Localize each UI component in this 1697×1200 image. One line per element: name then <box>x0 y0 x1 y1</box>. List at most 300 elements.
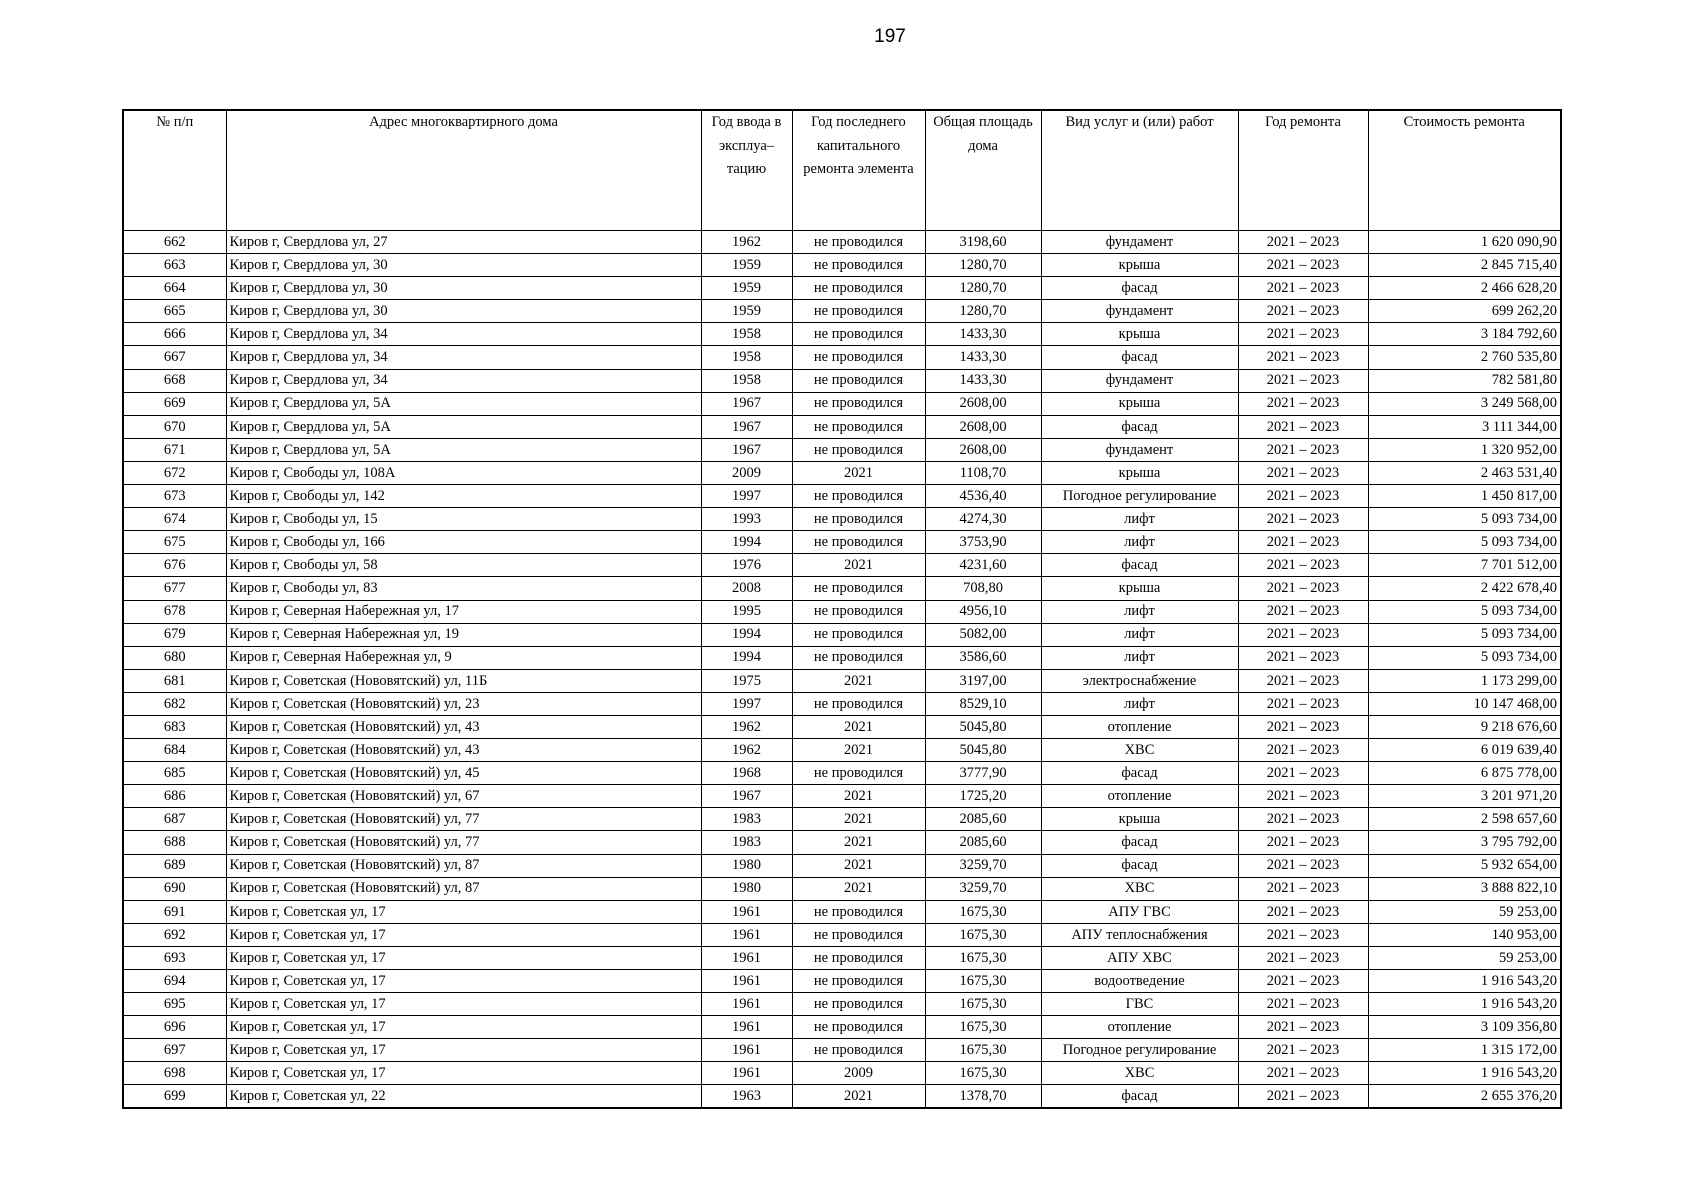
col-commission-year: Год ввода в эксплуа–тацию <box>701 110 792 231</box>
cell-number: 676 <box>123 554 226 577</box>
table-row <box>123 970 1561 993</box>
cell-work-type: фасад <box>1041 831 1238 854</box>
table-row <box>123 231 1561 254</box>
table-row <box>123 923 1561 946</box>
cell-repair-cost: 1 450 817,00 <box>1368 485 1561 508</box>
cell-work-type: Погодное регулирование <box>1041 485 1238 508</box>
cell-repair-cost: 1 916 543,20 <box>1368 970 1561 993</box>
cell-number: 669 <box>123 392 226 415</box>
cell-number: 680 <box>123 646 226 669</box>
cell-last-repair-year: не проводился <box>792 323 925 346</box>
cell-total-area: 4231,60 <box>925 554 1041 577</box>
cell-number: 674 <box>123 508 226 531</box>
cell-number: 668 <box>123 369 226 392</box>
cell-repair-cost: 3 888 822,10 <box>1368 877 1561 900</box>
cell-repair-cost: 5 093 734,00 <box>1368 508 1561 531</box>
cell-last-repair-year: 2021 <box>792 808 925 831</box>
cell-total-area: 5082,00 <box>925 623 1041 646</box>
cell-address: Киров г, Свободы ул, 108А <box>226 461 701 484</box>
cell-total-area: 1675,30 <box>925 946 1041 969</box>
col-repair-cost: Стоимость ремонта <box>1368 110 1561 231</box>
cell-work-type: фасад <box>1041 854 1238 877</box>
cell-repair-cost: 5 932 654,00 <box>1368 854 1561 877</box>
table-row <box>123 854 1561 877</box>
cell-total-area: 1725,20 <box>925 785 1041 808</box>
cell-commission-year: 1967 <box>701 392 792 415</box>
cell-address: Киров г, Свободы ул, 83 <box>226 577 701 600</box>
cell-commission-year: 1962 <box>701 739 792 762</box>
cell-repair-year: 2021 – 2023 <box>1238 1062 1368 1085</box>
cell-repair-cost: 10 147 468,00 <box>1368 692 1561 715</box>
table-row <box>123 993 1561 1016</box>
cell-last-repair-year: не проводился <box>792 577 925 600</box>
cell-repair-year: 2021 – 2023 <box>1238 993 1368 1016</box>
cell-number: 689 <box>123 854 226 877</box>
cell-repair-cost: 7 701 512,00 <box>1368 554 1561 577</box>
cell-total-area: 1675,30 <box>925 970 1041 993</box>
cell-repair-cost: 2 422 678,40 <box>1368 577 1561 600</box>
cell-last-repair-year: не проводился <box>792 692 925 715</box>
cell-work-type: крыша <box>1041 461 1238 484</box>
cell-repair-year: 2021 – 2023 <box>1238 577 1368 600</box>
cell-last-repair-year: 2021 <box>792 715 925 738</box>
cell-last-repair-year: не проводился <box>792 531 925 554</box>
cell-repair-year: 2021 – 2023 <box>1238 831 1368 854</box>
cell-address: Киров г, Советская (Нововятский) ул, 23 <box>226 692 701 715</box>
cell-number: 670 <box>123 415 226 438</box>
col-total-area: Общая площадь дома <box>925 110 1041 231</box>
cell-commission-year: 1983 <box>701 808 792 831</box>
cell-repair-cost: 699 262,20 <box>1368 300 1561 323</box>
cell-number: 678 <box>123 600 226 623</box>
cell-number: 686 <box>123 785 226 808</box>
table-row <box>123 946 1561 969</box>
table-row <box>123 1085 1561 1108</box>
table-row <box>123 254 1561 277</box>
cell-work-type: ХВС <box>1041 739 1238 762</box>
cell-commission-year: 1997 <box>701 692 792 715</box>
cell-commission-year: 1994 <box>701 623 792 646</box>
cell-total-area: 1433,30 <box>925 323 1041 346</box>
cell-total-area: 2608,00 <box>925 392 1041 415</box>
cell-commission-year: 1961 <box>701 1062 792 1085</box>
cell-repair-cost: 1 320 952,00 <box>1368 438 1561 461</box>
cell-repair-year: 2021 – 2023 <box>1238 785 1368 808</box>
cell-work-type: лифт <box>1041 623 1238 646</box>
cell-work-type: водоотведение <box>1041 970 1238 993</box>
cell-number: 693 <box>123 946 226 969</box>
cell-repair-cost: 140 953,00 <box>1368 923 1561 946</box>
cell-last-repair-year: 2021 <box>792 877 925 900</box>
cell-last-repair-year: не проводился <box>792 415 925 438</box>
cell-number: 685 <box>123 762 226 785</box>
cell-repair-year: 2021 – 2023 <box>1238 277 1368 300</box>
cell-address: Киров г, Свердлова ул, 27 <box>226 231 701 254</box>
cell-repair-year: 2021 – 2023 <box>1238 323 1368 346</box>
cell-repair-year: 2021 – 2023 <box>1238 508 1368 531</box>
cell-commission-year: 1994 <box>701 646 792 669</box>
cell-address: Киров г, Советская ул, 17 <box>226 1062 701 1085</box>
cell-total-area: 3198,60 <box>925 231 1041 254</box>
cell-work-type: АПУ ХВС <box>1041 946 1238 969</box>
cell-last-repair-year: не проводился <box>792 508 925 531</box>
page-number: 197 <box>874 26 906 47</box>
cell-work-type: фундамент <box>1041 231 1238 254</box>
cell-repair-year: 2021 – 2023 <box>1238 369 1368 392</box>
table-row <box>123 715 1561 738</box>
cell-commission-year: 1962 <box>701 715 792 738</box>
cell-commission-year: 1961 <box>701 993 792 1016</box>
cell-repair-cost: 2 463 531,40 <box>1368 461 1561 484</box>
cell-repair-year: 2021 – 2023 <box>1238 946 1368 969</box>
cell-total-area: 2085,60 <box>925 831 1041 854</box>
cell-total-area: 3777,90 <box>925 762 1041 785</box>
cell-address: Киров г, Советская ул, 17 <box>226 1016 701 1039</box>
cell-last-repair-year: 2021 <box>792 854 925 877</box>
cell-repair-year: 2021 – 2023 <box>1238 346 1368 369</box>
cell-last-repair-year: не проводился <box>792 1039 925 1062</box>
cell-repair-year: 2021 – 2023 <box>1238 739 1368 762</box>
cell-commission-year: 1961 <box>701 923 792 946</box>
cell-repair-year: 2021 – 2023 <box>1238 392 1368 415</box>
cell-number: 681 <box>123 669 226 692</box>
cell-commission-year: 1962 <box>701 231 792 254</box>
cell-number: 675 <box>123 531 226 554</box>
cell-repair-year: 2021 – 2023 <box>1238 808 1368 831</box>
cell-last-repair-year: 2021 <box>792 739 925 762</box>
cell-commission-year: 1959 <box>701 277 792 300</box>
cell-address: Киров г, Свободы ул, 142 <box>226 485 701 508</box>
cell-repair-cost: 5 093 734,00 <box>1368 623 1561 646</box>
cell-repair-cost: 1 315 172,00 <box>1368 1039 1561 1062</box>
cell-repair-year: 2021 – 2023 <box>1238 554 1368 577</box>
cell-repair-year: 2021 – 2023 <box>1238 900 1368 923</box>
cell-work-type: лифт <box>1041 692 1238 715</box>
cell-work-type: отопление <box>1041 1016 1238 1039</box>
table-row <box>123 900 1561 923</box>
cell-address: Киров г, Северная Набережная ул, 19 <box>226 623 701 646</box>
table-row <box>123 300 1561 323</box>
cell-work-type: электроснабжение <box>1041 669 1238 692</box>
cell-address: Киров г, Советская ул, 17 <box>226 993 701 1016</box>
cell-repair-cost: 3 201 971,20 <box>1368 785 1561 808</box>
cell-repair-year: 2021 – 2023 <box>1238 485 1368 508</box>
cell-commission-year: 1980 <box>701 877 792 900</box>
cell-total-area: 2608,00 <box>925 438 1041 461</box>
cell-work-type: крыша <box>1041 323 1238 346</box>
cell-repair-year: 2021 – 2023 <box>1238 623 1368 646</box>
table-row <box>123 831 1561 854</box>
cell-last-repair-year: не проводился <box>792 369 925 392</box>
cell-last-repair-year: не проводился <box>792 392 925 415</box>
cell-number: 663 <box>123 254 226 277</box>
cell-last-repair-year: не проводился <box>792 277 925 300</box>
cell-address: Киров г, Советская (Нововятский) ул, 43 <box>226 739 701 762</box>
table-row <box>123 369 1561 392</box>
repair-table <box>122 109 1562 1109</box>
cell-repair-cost: 5 093 734,00 <box>1368 600 1561 623</box>
cell-repair-cost: 1 620 090,90 <box>1368 231 1561 254</box>
cell-work-type: фундамент <box>1041 369 1238 392</box>
table-row <box>123 785 1561 808</box>
cell-repair-cost: 1 916 543,20 <box>1368 993 1561 1016</box>
cell-repair-year: 2021 – 2023 <box>1238 1039 1368 1062</box>
cell-total-area: 3259,70 <box>925 854 1041 877</box>
cell-total-area: 1280,70 <box>925 277 1041 300</box>
cell-repair-year: 2021 – 2023 <box>1238 438 1368 461</box>
cell-total-area: 5045,80 <box>925 739 1041 762</box>
cell-repair-year: 2021 – 2023 <box>1238 461 1368 484</box>
cell-number: 666 <box>123 323 226 346</box>
cell-number: 665 <box>123 300 226 323</box>
cell-last-repair-year: не проводился <box>792 254 925 277</box>
cell-number: 673 <box>123 485 226 508</box>
cell-last-repair-year: не проводился <box>792 1016 925 1039</box>
cell-address: Киров г, Свердлова ул, 30 <box>226 277 701 300</box>
cell-address: Киров г, Свердлова ул, 30 <box>226 254 701 277</box>
cell-repair-cost: 3 184 792,60 <box>1368 323 1561 346</box>
table-row <box>123 623 1561 646</box>
cell-commission-year: 1983 <box>701 831 792 854</box>
cell-total-area: 1675,30 <box>925 1016 1041 1039</box>
cell-total-area: 1675,30 <box>925 900 1041 923</box>
cell-commission-year: 1959 <box>701 254 792 277</box>
cell-address: Киров г, Свердлова ул, 34 <box>226 346 701 369</box>
cell-address: Киров г, Советская ул, 17 <box>226 900 701 923</box>
table-row <box>123 554 1561 577</box>
table-row <box>123 577 1561 600</box>
table-row <box>123 438 1561 461</box>
cell-repair-cost: 2 760 535,80 <box>1368 346 1561 369</box>
cell-last-repair-year: не проводился <box>792 600 925 623</box>
cell-commission-year: 1958 <box>701 323 792 346</box>
cell-address: Киров г, Советская ул, 17 <box>226 1039 701 1062</box>
cell-address: Киров г, Свободы ул, 166 <box>226 531 701 554</box>
table-row <box>123 600 1561 623</box>
cell-repair-cost: 5 093 734,00 <box>1368 531 1561 554</box>
cell-repair-cost: 2 466 628,20 <box>1368 277 1561 300</box>
cell-total-area: 4956,10 <box>925 600 1041 623</box>
cell-number: 682 <box>123 692 226 715</box>
cell-commission-year: 1994 <box>701 531 792 554</box>
cell-repair-year: 2021 – 2023 <box>1238 531 1368 554</box>
cell-work-type: ГВС <box>1041 993 1238 1016</box>
cell-last-repair-year: не проводился <box>792 993 925 1016</box>
cell-total-area: 708,80 <box>925 577 1041 600</box>
cell-repair-year: 2021 – 2023 <box>1238 877 1368 900</box>
cell-number: 671 <box>123 438 226 461</box>
cell-repair-year: 2021 – 2023 <box>1238 923 1368 946</box>
cell-address: Киров г, Советская (Нововятский) ул, 45 <box>226 762 701 785</box>
cell-address: Киров г, Советская (Нововятский) ул, 87 <box>226 854 701 877</box>
cell-commission-year: 1961 <box>701 1039 792 1062</box>
cell-number: 687 <box>123 808 226 831</box>
cell-last-repair-year: 2009 <box>792 1062 925 1085</box>
cell-number: 697 <box>123 1039 226 1062</box>
cell-address: Киров г, Советская ул, 17 <box>226 923 701 946</box>
cell-number: 684 <box>123 739 226 762</box>
table-row <box>123 508 1561 531</box>
cell-work-type: фасад <box>1041 415 1238 438</box>
cell-commission-year: 1995 <box>701 600 792 623</box>
cell-repair-year: 2021 – 2023 <box>1238 762 1368 785</box>
cell-work-type: крыша <box>1041 392 1238 415</box>
cell-address: Киров г, Северная Набережная ул, 17 <box>226 600 701 623</box>
col-address: Адрес многоквартирного дома <box>226 110 701 231</box>
cell-repair-year: 2021 – 2023 <box>1238 854 1368 877</box>
cell-address: Киров г, Советская (Нововятский) ул, 77 <box>226 831 701 854</box>
cell-address: Киров г, Советская (Нововятский) ул, 11Б <box>226 669 701 692</box>
cell-total-area: 1675,30 <box>925 993 1041 1016</box>
cell-number: 698 <box>123 1062 226 1085</box>
cell-last-repair-year: не проводился <box>792 485 925 508</box>
cell-address: Киров г, Советская (Нововятский) ул, 67 <box>226 785 701 808</box>
cell-commission-year: 1993 <box>701 508 792 531</box>
cell-repair-year: 2021 – 2023 <box>1238 715 1368 738</box>
cell-last-repair-year: не проводился <box>792 438 925 461</box>
cell-work-type: отопление <box>1041 715 1238 738</box>
cell-last-repair-year: не проводился <box>792 923 925 946</box>
cell-repair-cost: 59 253,00 <box>1368 946 1561 969</box>
cell-repair-cost: 9 218 676,60 <box>1368 715 1561 738</box>
table-row <box>123 739 1561 762</box>
cell-address: Киров г, Свободы ул, 15 <box>226 508 701 531</box>
table-row <box>123 485 1561 508</box>
cell-work-type: лифт <box>1041 646 1238 669</box>
cell-work-type: крыша <box>1041 808 1238 831</box>
cell-repair-cost: 2 845 715,40 <box>1368 254 1561 277</box>
cell-total-area: 1280,70 <box>925 254 1041 277</box>
cell-number: 692 <box>123 923 226 946</box>
cell-last-repair-year: 2021 <box>792 554 925 577</box>
cell-work-type: АПУ теплоснабжения <box>1041 923 1238 946</box>
cell-repair-year: 2021 – 2023 <box>1238 1085 1368 1108</box>
cell-work-type: отопление <box>1041 785 1238 808</box>
table-row <box>123 531 1561 554</box>
cell-last-repair-year: не проводился <box>792 946 925 969</box>
table-row <box>123 277 1561 300</box>
cell-repair-year: 2021 – 2023 <box>1238 600 1368 623</box>
table-row <box>123 323 1561 346</box>
cell-commission-year: 1958 <box>701 369 792 392</box>
cell-address: Киров г, Советская ул, 22 <box>226 1085 701 1108</box>
cell-commission-year: 1967 <box>701 438 792 461</box>
table-row <box>123 1016 1561 1039</box>
cell-address: Киров г, Советская (Нововятский) ул, 77 <box>226 808 701 831</box>
cell-number: 679 <box>123 623 226 646</box>
cell-address: Киров г, Свердлова ул, 5А <box>226 438 701 461</box>
cell-commission-year: 1961 <box>701 946 792 969</box>
cell-repair-year: 2021 – 2023 <box>1238 669 1368 692</box>
cell-address: Киров г, Северная Набережная ул, 9 <box>226 646 701 669</box>
cell-number: 691 <box>123 900 226 923</box>
cell-work-type: фундамент <box>1041 438 1238 461</box>
cell-address: Киров г, Советская (Нововятский) ул, 43 <box>226 715 701 738</box>
table-row <box>123 762 1561 785</box>
col-last-repair-year: Год последнего капитального ремонта элемента <box>792 110 925 231</box>
cell-total-area: 1433,30 <box>925 369 1041 392</box>
cell-commission-year: 1967 <box>701 785 792 808</box>
cell-commission-year: 1997 <box>701 485 792 508</box>
cell-repair-cost: 5 093 734,00 <box>1368 646 1561 669</box>
cell-total-area: 2608,00 <box>925 415 1041 438</box>
cell-repair-cost: 3 109 356,80 <box>1368 1016 1561 1039</box>
cell-last-repair-year: не проводился <box>792 231 925 254</box>
cell-last-repair-year: 2021 <box>792 669 925 692</box>
cell-repair-cost: 3 795 792,00 <box>1368 831 1561 854</box>
cell-repair-cost: 59 253,00 <box>1368 900 1561 923</box>
cell-number: 696 <box>123 1016 226 1039</box>
cell-total-area: 1378,70 <box>925 1085 1041 1108</box>
cell-work-type: Погодное регулирование <box>1041 1039 1238 1062</box>
cell-repair-year: 2021 – 2023 <box>1238 692 1368 715</box>
cell-last-repair-year: 2021 <box>792 461 925 484</box>
table-row <box>123 808 1561 831</box>
cell-work-type: фасад <box>1041 277 1238 300</box>
cell-work-type: фасад <box>1041 554 1238 577</box>
table-row <box>123 461 1561 484</box>
cell-repair-year: 2021 – 2023 <box>1238 1016 1368 1039</box>
cell-commission-year: 1961 <box>701 1016 792 1039</box>
cell-work-type: фундамент <box>1041 300 1238 323</box>
cell-work-type: фасад <box>1041 1085 1238 1108</box>
cell-commission-year: 1958 <box>701 346 792 369</box>
table-row <box>123 877 1561 900</box>
cell-last-repair-year: 2021 <box>792 1085 925 1108</box>
cell-last-repair-year: не проводился <box>792 623 925 646</box>
cell-work-type: крыша <box>1041 577 1238 600</box>
table-row <box>123 415 1561 438</box>
cell-work-type: лифт <box>1041 508 1238 531</box>
cell-number: 694 <box>123 970 226 993</box>
cell-address: Киров г, Советская ул, 17 <box>226 946 701 969</box>
cell-repair-year: 2021 – 2023 <box>1238 970 1368 993</box>
cell-repair-year: 2021 – 2023 <box>1238 300 1368 323</box>
table-row <box>123 392 1561 415</box>
cell-number: 662 <box>123 231 226 254</box>
cell-repair-year: 2021 – 2023 <box>1238 646 1368 669</box>
cell-work-type: фасад <box>1041 346 1238 369</box>
cell-work-type: лифт <box>1041 531 1238 554</box>
cell-commission-year: 1975 <box>701 669 792 692</box>
cell-repair-cost: 3 249 568,00 <box>1368 392 1561 415</box>
cell-work-type: крыша <box>1041 254 1238 277</box>
cell-commission-year: 2008 <box>701 577 792 600</box>
cell-total-area: 1675,30 <box>925 1062 1041 1085</box>
cell-total-area: 8529,10 <box>925 692 1041 715</box>
cell-repair-cost: 782 581,80 <box>1368 369 1561 392</box>
table-row <box>123 1039 1561 1062</box>
cell-repair-cost: 3 111 344,00 <box>1368 415 1561 438</box>
cell-number: 695 <box>123 993 226 1016</box>
cell-repair-year: 2021 – 2023 <box>1238 254 1368 277</box>
cell-work-type: АПУ ГВС <box>1041 900 1238 923</box>
cell-repair-cost: 1 916 543,20 <box>1368 1062 1561 1085</box>
cell-last-repair-year: не проводился <box>792 300 925 323</box>
cell-total-area: 3753,90 <box>925 531 1041 554</box>
cell-number: 683 <box>123 715 226 738</box>
cell-address: Киров г, Советская (Нововятский) ул, 87 <box>226 877 701 900</box>
cell-repair-cost: 2 598 657,60 <box>1368 808 1561 831</box>
cell-address: Киров г, Советская ул, 17 <box>226 970 701 993</box>
cell-last-repair-year: не проводился <box>792 346 925 369</box>
cell-number: 667 <box>123 346 226 369</box>
cell-last-repair-year: не проводился <box>792 900 925 923</box>
cell-address: Киров г, Свердлова ул, 5А <box>226 392 701 415</box>
cell-number: 664 <box>123 277 226 300</box>
table-row <box>123 646 1561 669</box>
cell-work-type: ХВС <box>1041 877 1238 900</box>
